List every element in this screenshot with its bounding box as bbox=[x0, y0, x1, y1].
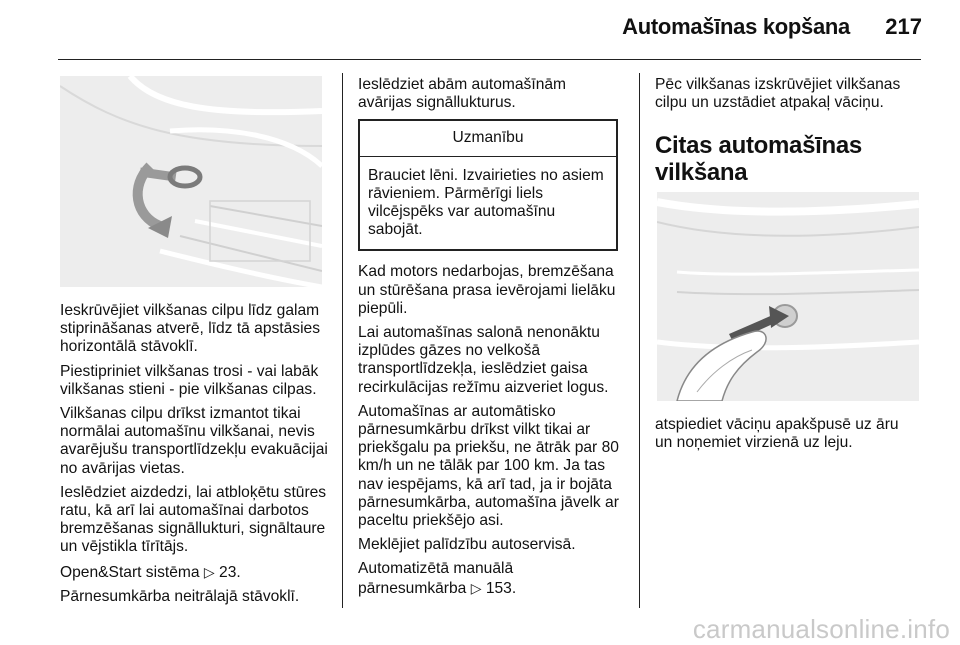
paragraph: Automašīnas ar automātisko pārnesumkārbu drīkst vilkt tikai ar priekšgalu pa priekšu, ne ātrāk par 80 km/h un ne tālāk par 100 km. Ja tas nav iespējams, kā arī tad, ja ir bojāta pārnesumkārba, automašīna jāvelk ar paceltu priekšējo asi. bbox=[358, 402, 619, 530]
paragraph: atspiediet vāciņu apakšpusē uz āru un noņemiet virzienā uz leju. bbox=[655, 416, 899, 452]
caution-body: Brauciet lēni. Izvairieties no asiem rāvieniem. Pārmērīgi liels vilcējspēks var automašīnu sabojāt. bbox=[368, 166, 604, 239]
paragraph: Vilkšanas cilpu drīkst izmantot tikai normālai automašīnu vilkšanai, nevis avarējušu transportlīdzekļu evakuācijai no avārijas vietas. bbox=[60, 405, 328, 477]
cover-removal-illustration bbox=[657, 192, 919, 401]
paragraph: Kad motors nedarbojas, bremzēšana un stūrēšana prasa ievērojami lielāku piepūli. bbox=[358, 263, 616, 317]
header-divider bbox=[58, 59, 921, 60]
paragraph: Meklējiet palīdzību autoservisā. bbox=[358, 536, 576, 554]
watermark: carmanualsonline.info bbox=[692, 614, 950, 644]
paragraph: Lai automašīnas salonā nenonāktu izplūdes gāzes no velkošā transportlīdzekļa, ieslēdziet gaisa recirkulācijas režīmu aizveriet logus. bbox=[358, 324, 609, 396]
paragraph: Piestipriniet vilkšanas trosi - vai labāk vilkšanas stieni - pie vilkšanas cilpas. bbox=[60, 362, 319, 398]
towing-eye-illustration bbox=[60, 76, 322, 287]
column-3-lower-text bbox=[655, 416, 920, 458]
column-3-text bbox=[655, 76, 920, 196]
paragraph bbox=[60, 563, 332, 582]
paragraph: Ieslēdziet aizdedzi, lai atbloķētu stūres ratu, kā arī lai automašīnai darbotos bremzēšanas signāllukturi, signāltaure un vējstikla tīrītājs. bbox=[60, 483, 327, 556]
reference-text: Open&Start sistēma bbox=[60, 563, 200, 581]
paragraph: Ieskrūvējiet vilkšanas cilpu līdz galam stiprināšanas atverē, līdz tā apstāsies horizontālā stāvoklī. bbox=[60, 302, 321, 356]
reference-text: Automatizētā manuālā pārnesumkārba bbox=[358, 560, 514, 597]
column-1-text bbox=[60, 302, 332, 612]
caution-title: Uzmanību bbox=[360, 121, 616, 156]
paragraph bbox=[358, 560, 624, 597]
section-heading: Citas automašīnas vilkšana bbox=[655, 132, 862, 187]
page-number: 217 bbox=[885, 14, 922, 39]
column-divider-1 bbox=[342, 73, 343, 608]
page-reference-arrow-icon: ▷ bbox=[470, 579, 482, 596]
paragraph: Pēc vilkšanas izskrūvējiet vilkšanas cilpu un uzstādiet atpakaļ vāciņu. bbox=[655, 76, 901, 112]
page-reference[interactable]: 153. bbox=[485, 579, 517, 597]
column-divider-2 bbox=[639, 73, 640, 608]
page-reference[interactable]: 23. bbox=[219, 563, 241, 581]
column-2-text bbox=[358, 76, 624, 604]
page-reference-arrow-icon: ▷ bbox=[203, 563, 215, 580]
paragraph: Ieslēdziet abām automašīnām avārijas signāllukturus. bbox=[358, 76, 567, 112]
page-title: Automašīnas kopšana bbox=[622, 14, 850, 39]
paragraph: Pārnesumkārba neitrālajā stāvoklī. bbox=[60, 587, 300, 605]
caution-box bbox=[358, 119, 618, 251]
